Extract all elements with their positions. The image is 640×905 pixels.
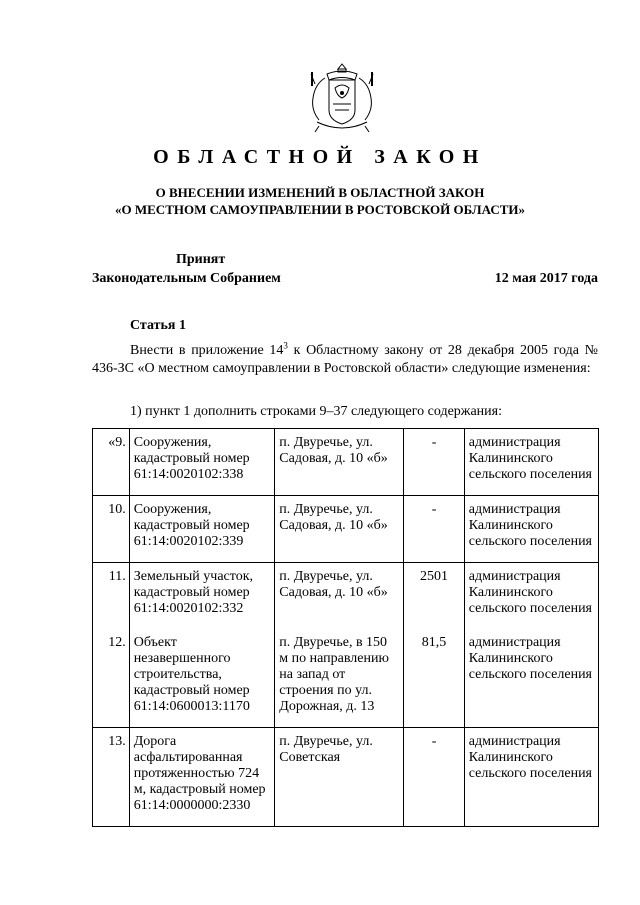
row-object: Сооружения, кадастровый номер 61:14:0020102:338 (129, 429, 275, 496)
table-row (93, 629, 599, 728)
row-number: 10. (93, 496, 130, 563)
p1-text-start: Внести в приложение 14 (130, 343, 284, 358)
adopted-date: 12 мая 2017 года (494, 271, 598, 286)
row-address: п. Двуречье, в 150 м по направлению на запад от строения по ул. Дорожная, д. 13 (275, 629, 404, 728)
row-address: п. Двуречье, ул. Садовая, д. 10 «б» (275, 563, 404, 630)
subtitle-line-1: О ВНЕСЕНИИ ИЗМЕНЕНИЙ В ОБЛАСТНОЙ ЗАКОН (155, 185, 485, 200)
coat-of-arms-icon (305, 60, 379, 136)
p1-superscript: 3 (283, 340, 288, 351)
subtitle-line-2: «О МЕСТНОМ САМОУПРАВЛЕНИИ В РОСТОВСКОЙ ОБЛАСТИ» (115, 202, 525, 217)
adopted-line (92, 269, 598, 288)
row-address: п. Двуречье, ул. Садовая, д. 10 «б» (275, 429, 404, 496)
p1-text-end: к Областному закону от 28 декабря 2005 года № 436-ЗС «О местном самоуправлении в Ростовской области» следующие изменения: (92, 343, 598, 376)
table-row (93, 496, 599, 563)
row-number: «9. (93, 429, 130, 496)
row-area: - (404, 496, 464, 563)
article-paragraph-1 (92, 342, 598, 378)
table-row (93, 563, 599, 630)
document-title: ОБЛАСТНОЙ ЗАКОН (153, 146, 487, 168)
row-area: - (404, 728, 464, 827)
article-paragraph-2: 1) пункт 1 дополнить строками 9–37 следующего содержания: (130, 404, 502, 419)
article-title: Статья 1 (130, 318, 186, 333)
row-owner: администрация Калининского сельского поселения (464, 629, 598, 728)
property-table (92, 428, 599, 827)
adoption-block (92, 250, 598, 288)
row-number: 12. (93, 629, 130, 728)
table-row (93, 728, 599, 827)
row-owner: администрация Калининского сельского поселения (464, 496, 598, 563)
row-object: Объект незавершенного строительства, кадастровый номер 61:14:0600013:1170 (129, 629, 275, 728)
row-owner: администрация Калининского сельского поселения (464, 429, 598, 496)
adopted-body: Законодательным Собранием (92, 271, 281, 286)
row-object: Дорога асфальтированная протяженностью 724 м, кадастровый номер 61:14:0000000:2330 (129, 728, 275, 827)
row-address: п. Двуречье, ул. Садовая, д. 10 «б» (275, 496, 404, 563)
row-owner: администрация Калининского сельского поселения (464, 728, 598, 827)
row-object: Земельный участок, кадастровый номер 61:14:0020102:332 (129, 563, 275, 630)
law-subtitle (0, 184, 640, 218)
table-row (93, 429, 599, 496)
row-address: п. Двуречье, ул. Советская (275, 728, 404, 827)
adopted-label: Принят (176, 252, 226, 267)
row-object: Сооружения, кадастровый номер 61:14:0020102:339 (129, 496, 275, 563)
row-owner: администрация Калининского сельского поселения (464, 563, 598, 630)
row-number: 11. (93, 563, 130, 630)
row-area: 81,5 (404, 629, 464, 728)
row-area: - (404, 429, 464, 496)
row-area: 2501 (404, 563, 464, 630)
row-number: 13. (93, 728, 130, 827)
